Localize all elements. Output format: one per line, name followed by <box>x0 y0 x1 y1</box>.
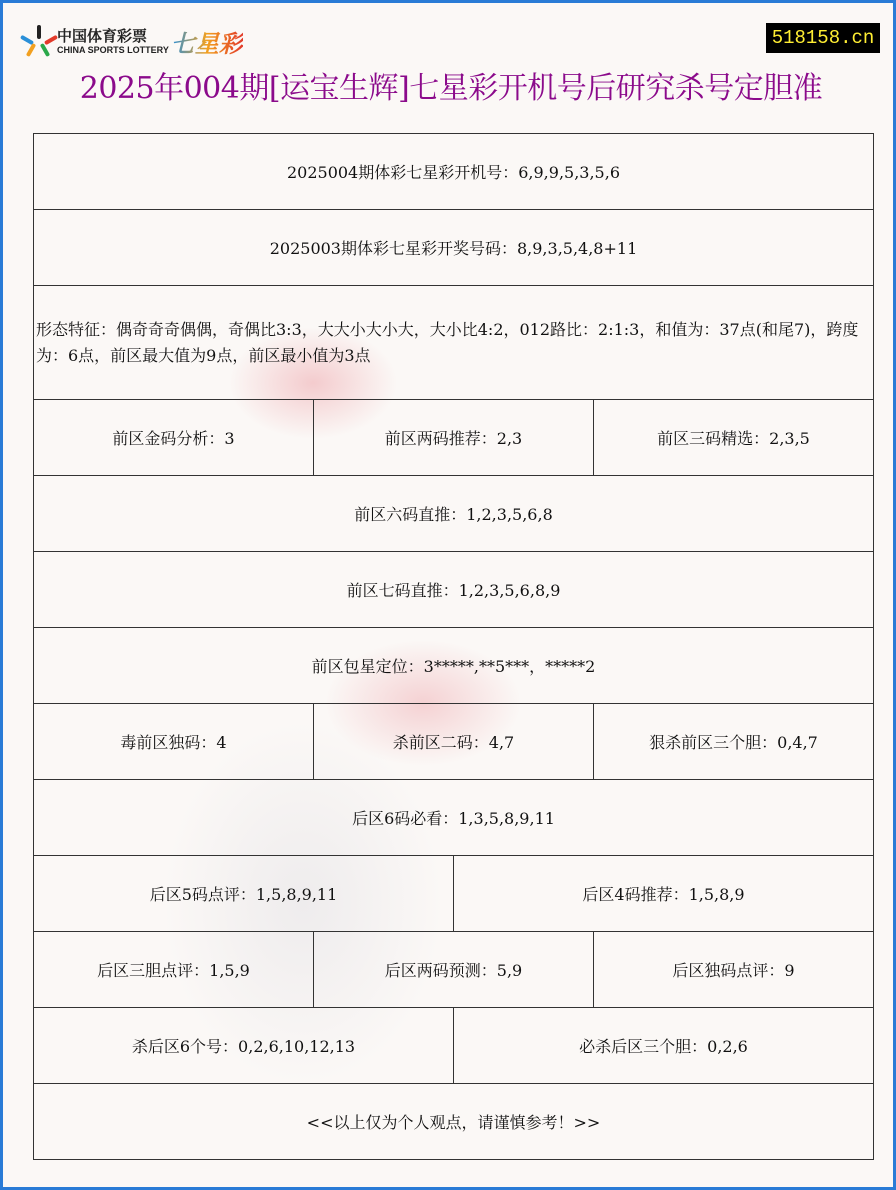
table-row <box>34 1084 874 1160</box>
table-row <box>34 210 874 286</box>
table-row <box>34 476 874 552</box>
table-cell: 杀后区6个号：0,2,6,10,12,13 <box>34 1008 454 1084</box>
table-row <box>34 628 874 704</box>
table-cell: 后区独码点评：9 <box>594 932 874 1008</box>
table-cell: 杀前区二码：4,7 <box>314 704 594 780</box>
table-cell: 2025004期体彩七星彩开机号：6,9,9,5,3,5,6 <box>34 134 874 210</box>
prediction-table <box>33 133 874 1160</box>
table-cell: 必杀后区三个胆：0,2,6 <box>454 1008 874 1084</box>
china-sports-lottery-logo <box>21 21 243 61</box>
table-cell: 后区两码预测：5,9 <box>314 932 594 1008</box>
logo-game-name: 七星彩 <box>171 24 243 59</box>
table-cell: 前区包星定位：3*****,**5***，*****2 <box>34 628 874 704</box>
logo-cn-text: 中国体育彩票 <box>57 26 148 45</box>
table-row <box>34 780 874 856</box>
table-row <box>34 932 874 1008</box>
table-row <box>34 134 874 210</box>
table-cell: 2025003期体彩七星彩开奖号码：8,9,3,5,4,8+11 <box>34 210 874 286</box>
table-row <box>34 856 874 932</box>
table-row <box>34 1008 874 1084</box>
site-badge[interactable]: 518158.cn <box>766 23 880 53</box>
table-cell: 前区三码精选：2,3,5 <box>594 400 874 476</box>
disclaimer: <<以上仅为个人观点，请谨慎参考！>> <box>34 1084 874 1160</box>
table-cell: 后区三胆点评：1,5,9 <box>34 932 314 1008</box>
table-row <box>34 400 874 476</box>
table-row <box>34 286 874 400</box>
table-cell: 后区4码推荐：1,5,8,9 <box>454 856 874 932</box>
table-cell: 前区七码直推：1,2,3,5,6,8,9 <box>34 552 874 628</box>
lottery-star-icon <box>21 23 57 59</box>
table-cell: 前区金码分析：3 <box>34 400 314 476</box>
table-cell: 毒前区独码：4 <box>34 704 314 780</box>
table-row <box>34 704 874 780</box>
table-cell: 形态特征：偶奇奇奇偶偶，奇偶比3:3，大大小大小大，大小比4:2，012路比：2:1:3，和值为：37点(和尾7)，跨度为：6点，前区最大值为9点，前区最小值为3点 <box>34 286 874 400</box>
table-cell: 后区5码点评：1,5,8,9,11 <box>34 856 454 932</box>
table-cell: 前区六码直推：1,2,3,5,6,8 <box>34 476 874 552</box>
table-cell: 狠杀前区三个胆：0,4,7 <box>594 704 874 780</box>
page-title: 2025年004期[运宝生辉]七星彩开机号后研究杀号定胆准 <box>79 71 823 106</box>
table-cell: 后区6码必看：1,3,5,8,9,11 <box>34 780 874 856</box>
logo-en-text: CHINA SPORTS LOTTERY <box>57 44 169 55</box>
table-row <box>34 552 874 628</box>
table-cell: 前区两码推荐：2,3 <box>314 400 594 476</box>
